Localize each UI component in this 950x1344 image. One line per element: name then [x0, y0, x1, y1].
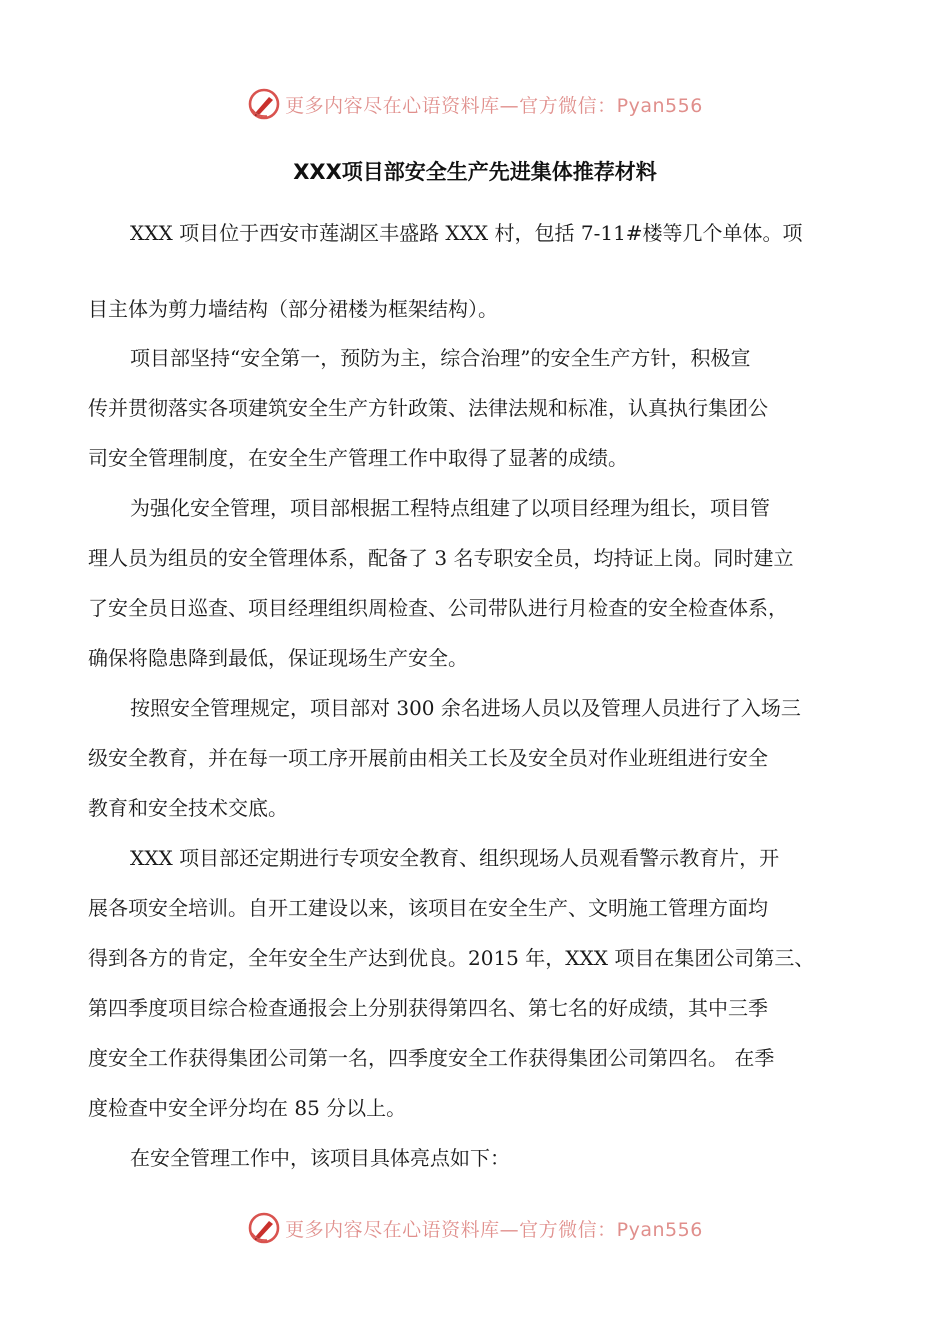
- paragraph-safety-policy: 项目部坚持“安全第一，预防为主，综合治理”的安全生产方针，积极宣 传并贯彻落实各项建筑安全生产方针政策、法律法规和标准，认真执行集团公 司安全管理制度，在安全生产管理工作中取得了显著的成绩。: [88, 346, 768, 470]
- paragraph-safety-education: 按照安全管理规定，项目部对 300 余名进场人员以及管理人员进行了入场三 级安全教育，并在每一项工序开展前由相关工长及安全员对作业班组进行安全 教育和安全技术交底。: [88, 696, 801, 820]
- watermark-text: 更多内容尽在心语资料库—官方微信：Pyan556: [285, 1218, 703, 1241]
- paragraph-management-system: 为强化安全管理，项目部根据工程特点组建了以项目经理为组长，项目管 理人员为组员的安全管理体系，配备了 3 名专职安全员，均持证上岗。同时建立 了安全员日巡查、项目经理组织周检查、公司带队进行月检查的安全检查体系， 确保将隐患降到最低，保证现场生产安全。: [88, 496, 794, 670]
- page-title: XXX项目部安全生产先进集体推荐材料: [293, 160, 657, 184]
- watermark-banner-bottom: [0, 1208, 950, 1248]
- paragraph-highlights-intro: 在安全管理工作中，该项目具体亮点如下：: [130, 1146, 510, 1170]
- pen-logo-icon: [247, 87, 281, 121]
- watermark-text: 更多内容尽在心语资料库—官方微信：Pyan556: [285, 94, 703, 117]
- watermark-banner-top: [0, 84, 950, 124]
- paragraph-achievements: XXX 项目部还定期进行专项安全教育、组织现场人员观看警示教育片，开 展各项安全培训。自开工建设以来，该项目在安全生产、文明施工管理方面均 得到各方的肯定，全年安全生产达到优良。2015 年，XXX 项目在集团公司第三、 第四季度项目综合检查通报会上分别获得第四名、第七名的好成绩，其中三季 度安全工作获得集团公司第一名，四季度安全工作获得集团公司第四名。 在季 度检查中安全评分均在 85 分以上。: [88, 846, 815, 1120]
- paragraph-project-overview: XXX 项目位于西安市莲湖区丰盛路 XXX 村，包括 7-11#楼等几个单体。项 目主体为剪力墙结构（部分裙楼为框架结构）。: [88, 221, 803, 321]
- pen-logo-icon: [247, 1211, 281, 1245]
